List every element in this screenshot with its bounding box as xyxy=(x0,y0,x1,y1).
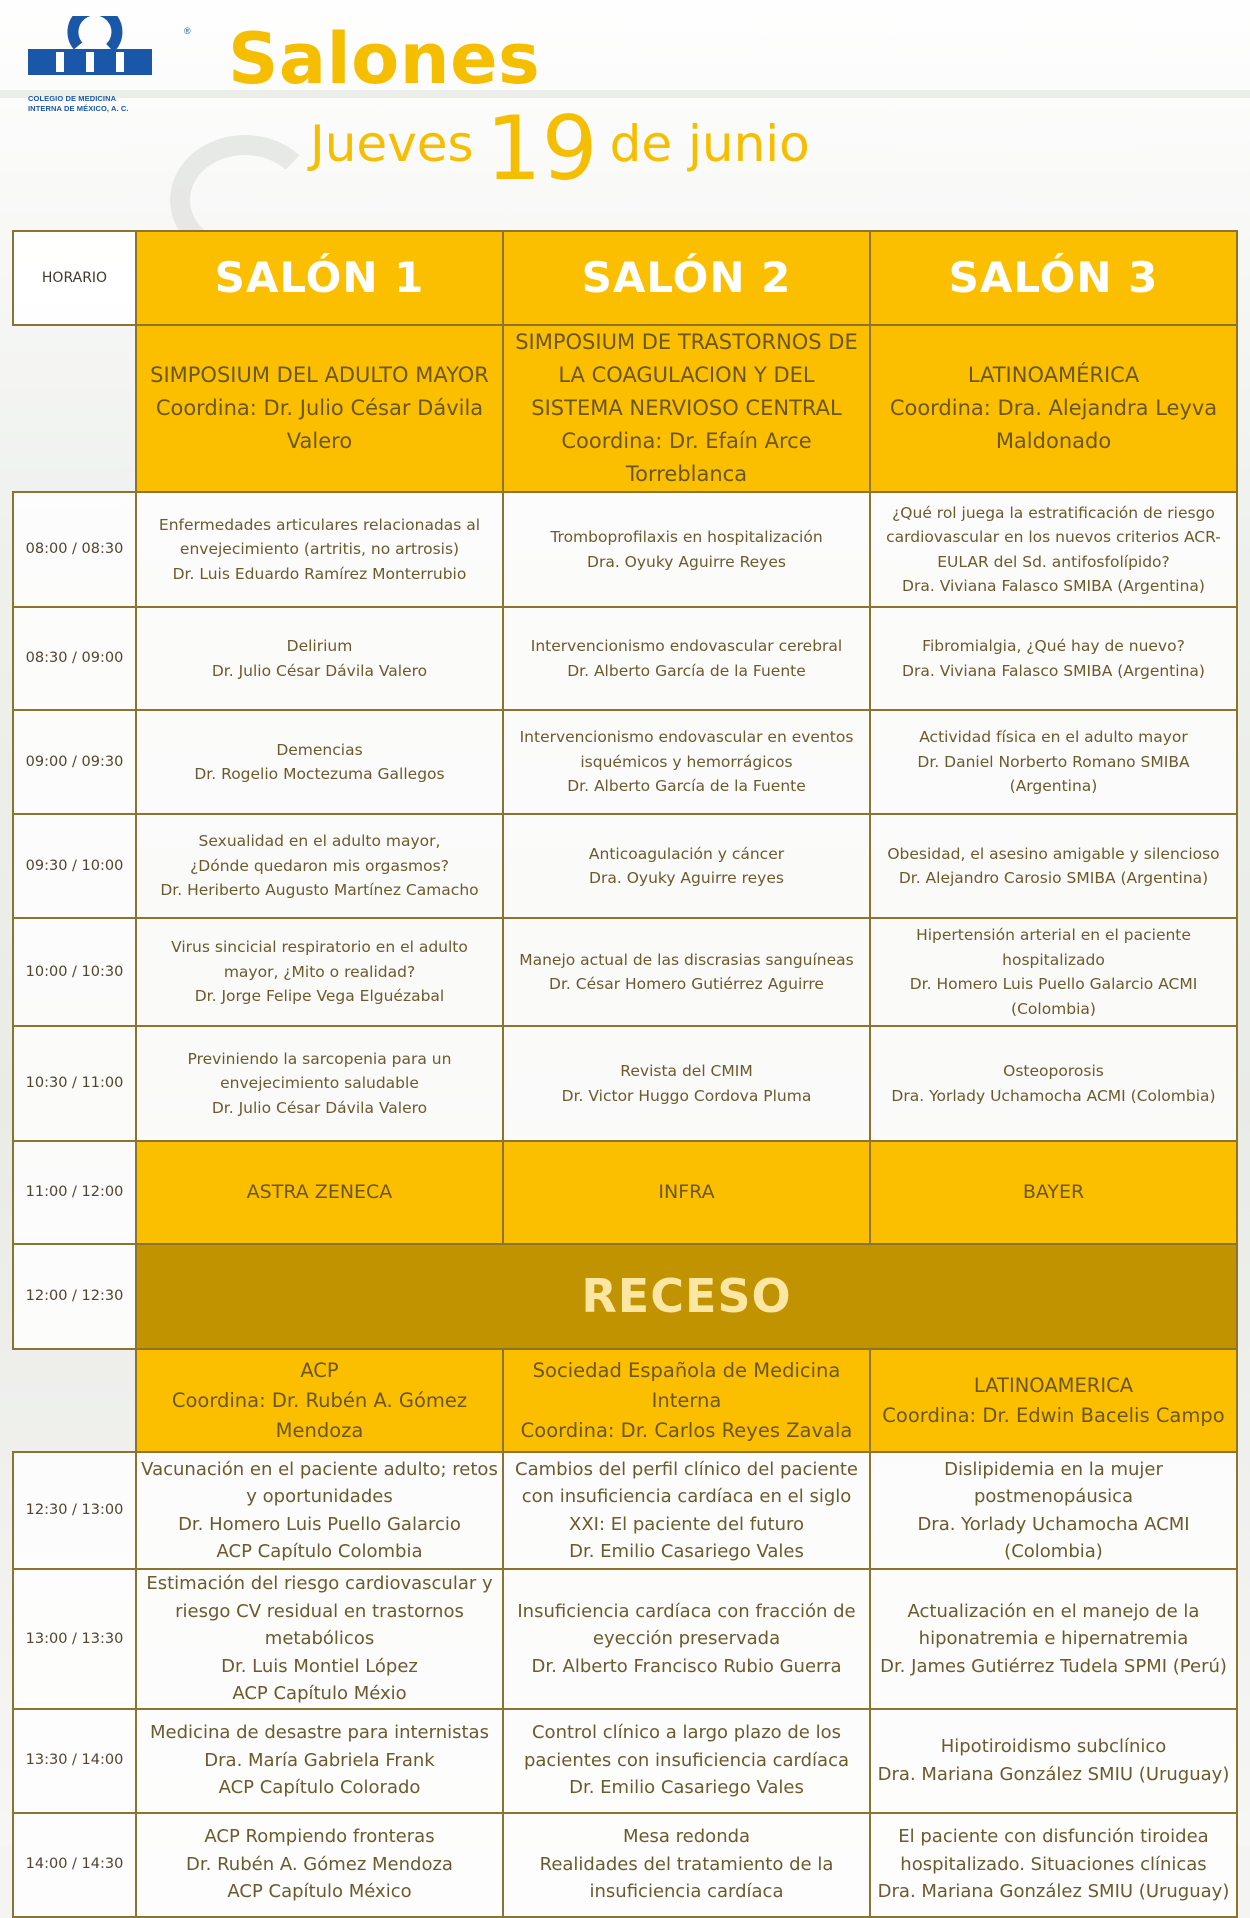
symposium-line: Coordina: Dr. Carlos Reyes Zavala xyxy=(520,1418,853,1442)
page-title: Salones xyxy=(228,18,541,100)
cmim-logo-icon xyxy=(28,16,152,90)
session-cell xyxy=(503,1026,870,1141)
sponsor-session: INFRA xyxy=(503,1141,870,1244)
session-line: Dra. Viviana Falasco SMIBA (Argentina) xyxy=(902,661,1205,680)
session-line: Dra. Yorlady Uchamocha ACMI (Colombia) xyxy=(891,1086,1216,1105)
session-line: Osteoporosis xyxy=(1003,1062,1104,1080)
background-band xyxy=(0,90,1250,98)
time-slot: 11:00 / 12:00 xyxy=(13,1141,136,1244)
session-line: Intervencionismo endovascular en eventos isquémicos y hemorrágicos xyxy=(519,728,854,771)
sponsor-session: ASTRA ZENECA xyxy=(136,1141,503,1244)
session-line: Tromboprofilaxis en hospitalización xyxy=(550,528,823,546)
session-cell xyxy=(136,607,503,710)
time-slot: 09:30 / 10:00 xyxy=(13,814,136,918)
session-line: Mesa redonda xyxy=(622,1826,751,1848)
time-slot: 08:00 / 08:30 xyxy=(13,492,136,607)
session-cell xyxy=(136,1026,503,1141)
sponsor-session: BAYER xyxy=(870,1141,1237,1244)
session-cell xyxy=(136,1709,503,1813)
symposium-line: Coordina: Dr. Julio César Dávila Valero xyxy=(155,396,484,453)
recess-banner: RECESO xyxy=(136,1244,1237,1349)
time-slot: 10:30 / 11:00 xyxy=(13,1026,136,1141)
symposium-line: SIMPOSIUM DEL ADULTO MAYOR xyxy=(150,363,489,387)
time-slot: 13:00 / 13:30 xyxy=(13,1569,136,1709)
session-cell xyxy=(503,607,870,710)
symposium-line: Coordina: Dr. Efaín Arce Torreblanca xyxy=(561,429,812,486)
session-cell xyxy=(503,814,870,918)
session-line: Hipotiroidismo subclínico xyxy=(940,1736,1167,1757)
session-line: Dr. Jorge Felipe Vega Elguézabal xyxy=(194,987,445,1006)
session-cell xyxy=(870,1709,1237,1813)
session-line: Dr. Homero Luis Puello Galarcio ACMI (Colombia) xyxy=(909,975,1198,1018)
time-slot: 10:00 / 10:30 xyxy=(13,918,136,1026)
session-line: Dr. James Gutiérrez Tudela SPMI (Perú) xyxy=(880,1655,1227,1677)
session-line: Dr. Alberto Francisco Rubio Guerra xyxy=(531,1655,842,1677)
session-line: ACP Capítulo México xyxy=(227,1881,412,1903)
time-slot: 12:30 / 13:00 xyxy=(13,1452,136,1569)
session-cell xyxy=(870,918,1237,1026)
room-header-3: SALÓN 3 xyxy=(870,231,1237,325)
session-line: Dr. Rubén A. Gómez Mendoza xyxy=(186,1853,453,1875)
session-line: Dr. Heriberto Augusto Martínez Camacho xyxy=(160,881,479,900)
session-line: Anticoagulación y cáncer xyxy=(588,844,785,863)
session-line: ACP Capítulo Méxio xyxy=(232,1683,407,1704)
symposium-line: SIMPOSIUM DE TRASTORNOS DE LA COAGULACION Y DEL SISTEMA NERVIOSO CENTRAL xyxy=(515,330,858,420)
time-slot: 13:30 / 14:00 xyxy=(13,1709,136,1813)
session-line: Virus sincicial respiratorio en el adulto mayor, ¿Mito o realidad? xyxy=(171,938,468,981)
session-cell xyxy=(503,918,870,1026)
session-line: Dr. Daniel Norberto Romano SMIBA (Argentina) xyxy=(917,752,1190,796)
session-line: Sexualidad en el adulto mayor, xyxy=(198,832,441,851)
session-line: Dr. Emilio Casariego Vales xyxy=(569,1777,804,1799)
session-cell xyxy=(136,814,503,918)
session-line: Dislipidemia en la mujer postmenopáusica xyxy=(944,1458,1163,1507)
schedule-table xyxy=(12,230,1238,1918)
session-line: Dr. Julio César Dávila Valero xyxy=(211,1098,428,1117)
symposium-line: LATINOAMÉRICA xyxy=(967,363,1140,387)
session-cell xyxy=(870,607,1237,710)
org-logo xyxy=(28,16,191,120)
session-line: Dr. Luis Eduardo Ramírez Monterrubio xyxy=(172,564,467,583)
session-line: Revista del CMIM xyxy=(620,1062,753,1080)
session-line: Obesidad, el asesino amigable y silencioso xyxy=(887,844,1220,863)
session-line: Manejo actual de las discrasias sanguíneas xyxy=(519,950,854,969)
org-name xyxy=(28,94,168,113)
symposium-afternoon-3 xyxy=(870,1349,1237,1452)
org-name-line1: COLEGIO DE MEDICINA xyxy=(28,94,117,103)
time-slot: 14:00 / 14:30 xyxy=(13,1813,136,1917)
symposium-morning-3 xyxy=(870,325,1237,492)
session-line: Dra. Viviana Falasco SMIBA (Argentina) xyxy=(902,577,1205,595)
session-cell xyxy=(136,1813,503,1917)
session-line: Insuficiencia cardíaca con fracción de eyección preservada xyxy=(517,1600,856,1649)
symposium-afternoon-1 xyxy=(136,1349,503,1452)
session-line: Dra. María Gabriela Frank xyxy=(204,1749,435,1771)
session-line: ACP Capítulo Colombia xyxy=(216,1541,423,1562)
time-slot: 09:00 / 09:30 xyxy=(13,710,136,814)
session-line: Dr. Victor Huggo Cordova Pluma xyxy=(561,1086,812,1105)
session-cell xyxy=(503,492,870,607)
session-line: Demencias xyxy=(276,740,363,759)
session-line: Dra. Oyuky Aguirre reyes xyxy=(589,869,784,887)
session-line: Control clínico a largo plazo de los pacientes con insuficiencia cardíaca xyxy=(523,1722,850,1771)
session-cell xyxy=(870,492,1237,607)
session-line: ACP Capítulo Colorado xyxy=(218,1777,421,1799)
session-cell xyxy=(136,492,503,607)
session-line: Dr. Julio César Dávila Valero xyxy=(211,661,428,680)
session-cell xyxy=(136,918,503,1026)
session-line: Intervencionismo endovascular cerebral xyxy=(530,637,843,655)
session-line: Hipertensión arterial en el paciente hospitalizado xyxy=(916,926,1191,969)
session-cell xyxy=(870,814,1237,918)
session-line: Estimación del riesgo cardiovascular y riesgo CV residual en trastornos metabólicos xyxy=(146,1573,493,1649)
symposium-line: Coordina: Dr. Rubén A. Gómez Mendoza xyxy=(171,1388,468,1442)
session-line: Dra. Oyuky Aguirre Reyes xyxy=(587,552,786,571)
session-line: Dr. Rogelio Moctezuma Gallegos xyxy=(194,765,445,783)
session-line: Realidades del tratamiento de la insuficiencia cardíaca xyxy=(539,1853,834,1903)
session-cell xyxy=(136,710,503,814)
horario-header: HORARIO xyxy=(13,231,136,325)
session-line: Dr. César Homero Gutiérrez Aguirre xyxy=(549,975,824,993)
symposium-line: Sociedad Española de Medicina Interna xyxy=(532,1358,841,1412)
session-cell xyxy=(503,1709,870,1813)
session-cell xyxy=(503,710,870,814)
session-line: Medicina de desastre para internistas xyxy=(150,1722,489,1744)
date-line xyxy=(310,97,810,200)
symposium-line: LATINOAMERICA xyxy=(973,1373,1134,1397)
session-line: Enfermedades articulares relacionadas al envejecimiento (artritis, no artrosis) xyxy=(158,515,481,559)
session-line: Delirium xyxy=(286,637,353,655)
symposium-afternoon-2 xyxy=(503,1349,870,1452)
session-cell xyxy=(870,1026,1237,1141)
session-cell xyxy=(503,1813,870,1917)
time-slot: 12:00 / 12:30 xyxy=(13,1244,136,1349)
room-header-2: SALÓN 2 xyxy=(503,231,870,325)
month: de junio xyxy=(609,115,810,173)
session-cell xyxy=(870,710,1237,814)
time-empty xyxy=(13,1349,136,1452)
session-line: Dra. Yorlady Uchamocha ACMI (Colombia) xyxy=(917,1513,1190,1562)
session-line: Fibromialgia, ¿Qué hay de nuevo? xyxy=(922,637,1185,655)
symposium-line: ACP xyxy=(300,1358,339,1382)
session-cell xyxy=(503,1452,870,1569)
symposium-line: Coordina: Dra. Alejandra Leyva Maldonado xyxy=(889,396,1218,453)
session-line: Dr. Alberto García de la Fuente xyxy=(567,777,806,796)
symposium-morning-1 xyxy=(136,325,503,492)
weekday: Jueves xyxy=(310,115,474,173)
session-line: Actualización en el manejo de la hiponatremia e hipernatremia xyxy=(907,1600,1200,1649)
time-slot: 08:30 / 09:00 xyxy=(13,607,136,710)
symposium-morning-2 xyxy=(503,325,870,492)
session-line: Dr. Luis Montiel López xyxy=(221,1655,418,1677)
room-header-1: SALÓN 1 xyxy=(136,231,503,325)
session-line: ¿Dónde quedaron mis orgasmos? xyxy=(190,856,449,875)
session-line: Dr. Emilio Casariego Vales xyxy=(569,1541,804,1562)
session-cell xyxy=(136,1452,503,1569)
session-cell xyxy=(136,1569,503,1709)
session-line: Cambios del perfil clínico del paciente con insuficiencia cardíaca en el siglo XXI: El paciente del futuro xyxy=(515,1458,858,1535)
session-line: Actividad física en el adulto mayor xyxy=(919,728,1188,747)
time-empty xyxy=(13,325,136,492)
session-line: Dra. Mariana González SMIU (Uruguay) xyxy=(877,1763,1230,1785)
registered-mark: ® xyxy=(184,26,191,36)
session-line: Dr. Alberto García de la Fuente xyxy=(567,661,806,680)
symposium-line: Coordina: Dr. Edwin Bacelis Campo xyxy=(882,1403,1225,1427)
session-cell xyxy=(870,1813,1237,1917)
day-number: 19 xyxy=(485,97,598,200)
session-line: Previniendo la sarcopenia para un envejecimiento saludable xyxy=(187,1049,452,1093)
session-line: Dr. Homero Luis Puello Galarcio xyxy=(178,1513,461,1535)
session-line: El paciente con disfunción tiroidea hospitalizado. Situaciones clínicas xyxy=(898,1826,1209,1875)
session-cell xyxy=(870,1452,1237,1569)
session-line: Vacunación en el paciente adulto; retos y oportunidades xyxy=(141,1458,498,1507)
session-cell xyxy=(870,1569,1237,1709)
session-line: Dra. Mariana González SMIU (Uruguay) xyxy=(877,1881,1230,1903)
session-cell xyxy=(503,1569,870,1709)
session-line: ACP Rompiendo fronteras xyxy=(204,1826,435,1848)
org-name-line2: INTERNA DE MÉXICO, A. C. xyxy=(28,103,129,113)
session-line: ¿Qué rol juega la estratificación de riesgo cardiovascular en los nuevos criterios ACR-EULAR del Sd. antifosfolípido? xyxy=(886,503,1221,571)
session-line: Dr. Alejandro Carosio SMIBA (Argentina) xyxy=(898,869,1209,887)
